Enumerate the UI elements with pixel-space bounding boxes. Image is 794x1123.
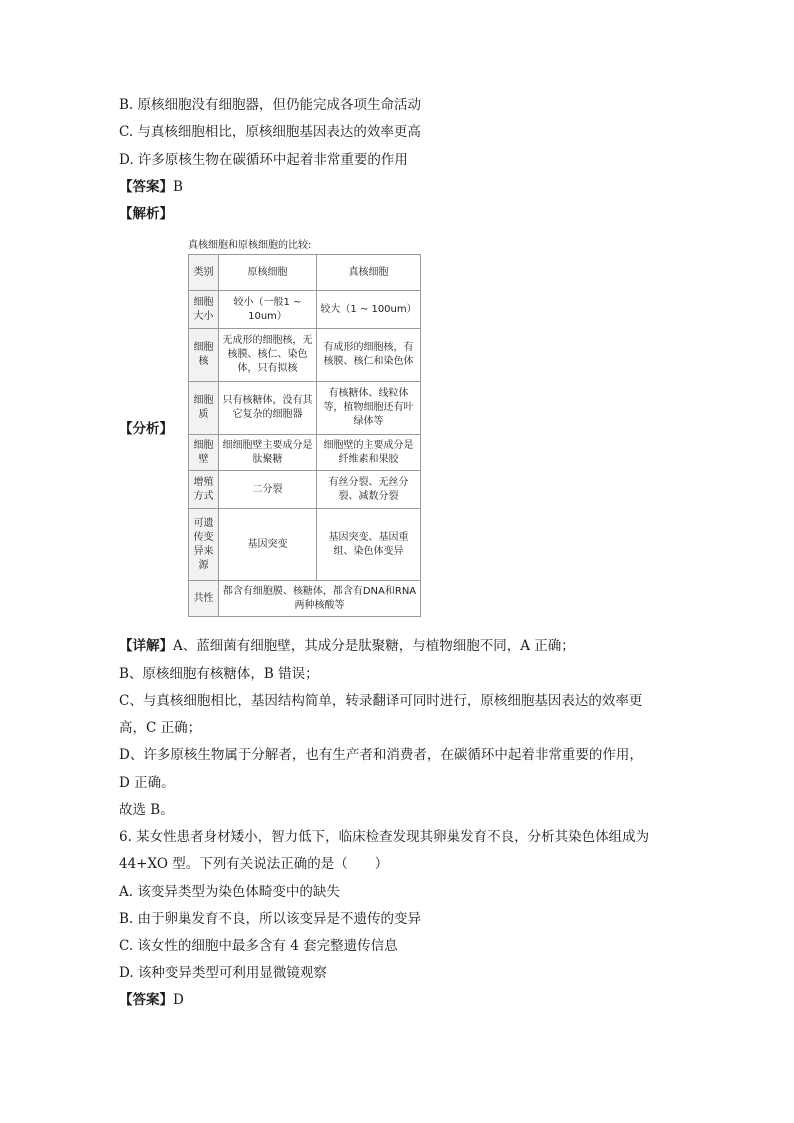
table-row (189, 581, 421, 617)
answer-label: 【答案】 (119, 179, 173, 195)
row-eukaryote: 基因突变、基因重组、染色体变异 (317, 509, 421, 581)
row-prokaryote: 较小（一般1 ~ 10um） (219, 291, 317, 329)
row-category: 共性 (189, 581, 219, 617)
detail-line-b: B、原核细胞有核糖体，B 错误； (119, 666, 319, 682)
row-category: 细胞质 (189, 382, 219, 435)
table-row (189, 509, 421, 581)
detail-line-c-cont: 高，C 正确； (119, 720, 202, 736)
q5-answer (119, 178, 183, 196)
q6-answer (119, 991, 184, 1009)
detail-line-d-cont: D 正确。 (119, 775, 175, 791)
q6-option-a: A. 该变异类型为染色体畸变中的缺失 (119, 884, 340, 900)
detail-label: 【详解】 (119, 638, 173, 654)
row-category: 细胞核 (189, 329, 219, 382)
q6-stem-line1: 6. 某女性患者身材矮小，智力低下，临床检查发现其卵巢发育不良，分析其染色体组成为 (119, 829, 650, 845)
q6-option-d: D. 该种变异类型可利用显微镜观察 (119, 965, 327, 981)
comparison-table-figure (188, 238, 421, 617)
row-prokaryote: 基因突变 (219, 509, 317, 581)
q5-option-b: B. 原核细胞没有细胞器，但仍能完成各项生命活动 (119, 97, 422, 113)
table-row (189, 291, 421, 329)
header-category: 类别 (189, 255, 219, 291)
answer-value: D (173, 992, 184, 1008)
row-prokaryote: 只有核糖体，没有其它复杂的细胞器 (219, 382, 317, 435)
row-category: 细胞壁 (189, 435, 219, 471)
answer-label: 【答案】 (119, 992, 173, 1008)
table-row (189, 382, 421, 435)
table-row (189, 471, 421, 509)
row-category: 增殖方式 (189, 471, 219, 509)
header-prokaryote: 原核细胞 (219, 255, 317, 291)
row-common-traits: 都含有细胞膜、核糖体，都含有DNA和RNA两种核酸等 (219, 581, 421, 617)
table-caption: 真核细胞和原核细胞的比较: (188, 240, 312, 251)
row-eukaryote: 有成形的细胞核，有核膜、核仁和染色体 (317, 329, 421, 382)
detail-line-a (119, 637, 575, 655)
comparison-table (188, 254, 421, 617)
answer-value: B (173, 179, 183, 195)
row-eukaryote: 较大（1 ~ 100um） (317, 291, 421, 329)
row-eukaryote: 有核糖体、线粒体等，植物细胞还有叶绿体等 (317, 382, 421, 435)
row-eukaryote: 细胞壁的主要成分是纤维素和果胶 (317, 435, 421, 471)
table-header-row (189, 255, 421, 291)
detail-line-c: C、与真核细胞相比，基因结构简单，转录翻译可同时进行，原核细胞基因表达的效率更 (119, 693, 643, 709)
row-eukaryote: 有丝分裂、无丝分裂、减数分裂 (317, 471, 421, 509)
q6-option-b: B. 由于卵巢发育不良，所以该变异是不遗传的变异 (119, 911, 422, 927)
q5-option-d: D. 许多原核生物在碳循环中起着非常重要的作用 (119, 152, 408, 168)
detail-conclusion: 故选 B。 (119, 802, 174, 818)
row-prokaryote: 细细胞壁主要成分是肽聚糖 (219, 435, 317, 471)
q5-option-c: C. 与真核细胞相比，原核细胞基因表达的效率更高 (119, 124, 421, 140)
table-row (189, 329, 421, 382)
detail-line-d: D、许多原核生物属于分解者，也有生产者和消费者，在碳循环中起着非常重要的作用， (119, 747, 643, 763)
q6-option-c: C. 该女性的细胞中最多含有 4 套完整遗传信息 (119, 938, 398, 954)
table-row (189, 435, 421, 471)
row-category: 可遗传变异来源 (189, 509, 219, 581)
fenxi-label: 【分析】 (119, 421, 173, 437)
row-prokaryote: 二分裂 (219, 471, 317, 509)
row-prokaryote: 无成形的细胞核，无核膜、核仁、染色体，只有拟核 (219, 329, 317, 382)
header-eukaryote: 真核细胞 (317, 255, 421, 291)
q6-stem-line2: 44+XO 型。下列有关说法正确的是（ ） (119, 856, 389, 872)
analysis-label: 【解析】 (119, 206, 173, 222)
row-category: 细胞大小 (189, 291, 219, 329)
detail-text: A、蓝细菌有细胞壁，其成分是肽聚糖，与植物细胞不同，A 正确； (173, 638, 575, 654)
